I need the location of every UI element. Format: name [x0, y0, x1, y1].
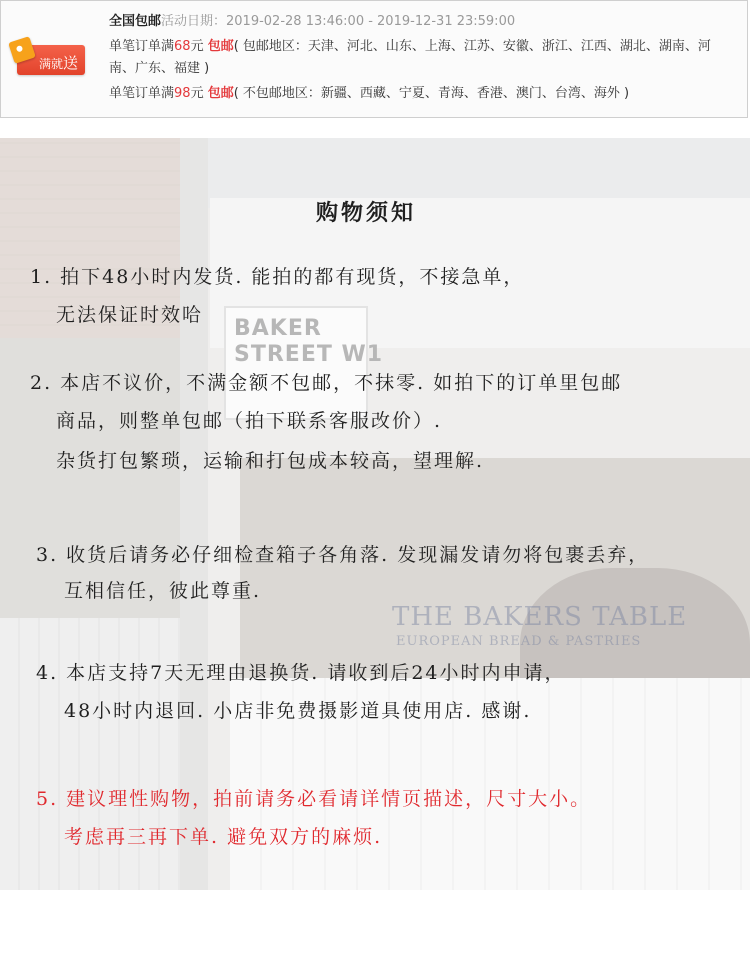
badge-text: 满就送: [39, 54, 79, 72]
notice-item-1-line-1: 1. 拍下48小时内发货. 能拍的都有现货，不接急单，: [30, 266, 525, 288]
promo-header: [109, 11, 729, 33]
promo-rule-2-free: 包邮: [207, 86, 234, 101]
photo-overlay: [0, 138, 750, 890]
notice-item-1-line-2: 无法保证时效哈: [56, 304, 204, 326]
notice-item-4-line-2: 48小时内退回. 小店非免费摄影道具使用店. 感谢.: [64, 700, 532, 722]
notice-title: 购物须知: [316, 200, 417, 226]
promo-rule-1-regions: ( 包邮地区：天津、河北、山东、上海、江苏、安徽、浙江、江西、湖北、湖南、河南、广东、福建 ): [109, 39, 711, 76]
shop-sign-subtitle: EUROPEAN BREAD & PASTRIES: [396, 634, 642, 649]
promo-badge: [17, 45, 85, 75]
notice-item-5-line-1: 5. 建议理性购物，拍前请务必看请详情页描述，尺寸大小。: [36, 788, 592, 810]
notice-item-4-line-1: 4. 本店支持7天无理由退换货. 请收到后24小时内申请，: [36, 662, 566, 684]
notice-item-2-line-1: 2. 本店不议价，不满金额不包邮，不抹零. 如拍下的订单里包邮: [30, 372, 623, 394]
tag-icon: [8, 36, 36, 64]
promo-rule-2-regions: ( 不包邮地区：新疆、西藏、宁夏、青海、香港、澳门、台湾、海外 ): [233, 86, 630, 101]
promo-rule-1-amount: 68: [174, 39, 191, 54]
notice-item-3-line-2: 互相信任，彼此尊重.: [64, 580, 262, 602]
promo-rule-1-free: 包邮: [207, 39, 234, 54]
notice-item-2-line-2: 商品，则整单包邮（拍下联系客服改价）.: [56, 410, 443, 432]
promo-content: [109, 11, 729, 105]
notice-item-5-line-2: 考虑再三再下单. 避免双方的麻烦.: [64, 826, 383, 848]
promo-date: 活动日期：2019-02-28 13:46:00 - 2019-12-31 23:59:00: [161, 14, 516, 29]
promo-rule-1: 单笔订单满68元 包邮( 包邮地区：天津、河北、山东、上海、江苏、安徽、浙江、江西、湖北、湖南、河南、广东、福建 ): [109, 39, 711, 76]
notice-item-3-line-1: 3. 收货后请务必仔细检查箱子各角落. 发现漏发请勿将包裹丢弃，: [36, 544, 650, 566]
promo-rule-2-amount: 98: [174, 86, 191, 101]
promo-banner: [0, 0, 748, 118]
shop-sign-watermark: THE BAKERS TABLE: [392, 602, 688, 632]
notice-item-2-line-3: 杂货打包繁琐，运输和打包成本较高，望理解.: [56, 450, 485, 472]
promo-title: 全国包邮: [109, 14, 162, 29]
shop-notice-image: [0, 138, 750, 890]
promo-rule-2: 单笔订单满98元 包邮( 不包邮地区：新疆、西藏、宁夏、青海、香港、澳门、台湾、海外 ): [109, 86, 630, 101]
